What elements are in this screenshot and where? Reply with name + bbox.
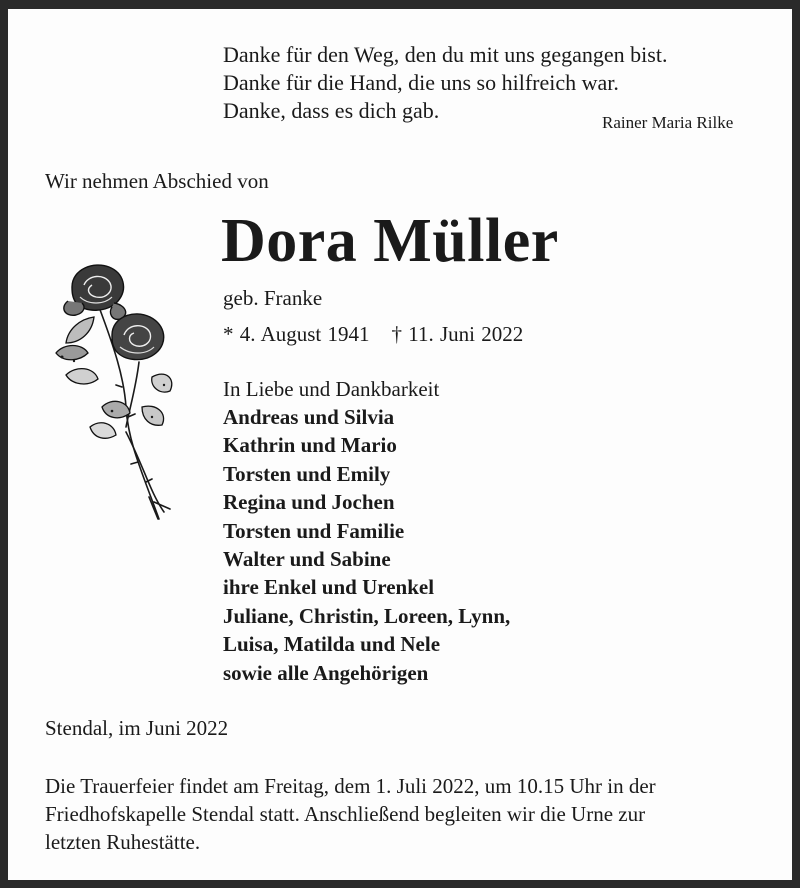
mourners-heading: In Liebe und Dankbarkeit	[223, 377, 440, 401]
poem-quote	[223, 41, 667, 125]
roses-icon	[54, 257, 184, 532]
mourner-line: sowie alle Angehörigen	[223, 660, 429, 685]
poem-line: Danke für die Hand, die uns so hilfreich war.	[223, 70, 619, 95]
mourner-line: Luisa, Matilda und Nele	[223, 632, 441, 657]
funeral-notice	[45, 772, 785, 856]
poem-line: Danke für den Weg, den du mit uns gegangen bist.	[223, 42, 668, 67]
place-date: Stendal, im Juni 2022	[45, 716, 229, 740]
mourner-line: Regina und Jochen	[223, 490, 395, 515]
birth-date: * 4. August 1941	[223, 322, 370, 346]
mourner-line: ihre Enkel und Urenkel	[223, 575, 435, 600]
notice-line: letzten Ruhestätte.	[45, 830, 201, 854]
notice-line: Die Trauerfeier findet am Freitag, dem 1. Juli 2022, um 10.15 Uhr in der	[45, 774, 656, 798]
mourner-line: Andreas und Silvia	[223, 405, 395, 429]
farewell-intro: Wir nehmen Abschied von	[45, 169, 269, 193]
mourners-list	[223, 403, 510, 687]
mourner-line: Torsten und Familie	[223, 518, 405, 543]
mourner-line: Juliane, Christin, Loreen, Lynn,	[223, 603, 511, 628]
life-dates	[223, 322, 523, 347]
notice-line: Friedhofskapelle Stendal statt. Anschließend begleiten wir die Urne zur	[45, 802, 646, 826]
mourner-line: Torsten und Emily	[223, 461, 391, 486]
poem-author: Rainer Maria Rilke	[602, 113, 734, 132]
maiden-name: geb. Franke	[223, 286, 323, 310]
death-date: † 11. Juni 2022	[391, 322, 524, 346]
mourner-line: Kathrin und Mario	[223, 433, 397, 458]
mourner-line: Walter und Sabine	[223, 546, 391, 571]
poem-line: Danke, dass es dich gab.	[223, 98, 440, 123]
deceased-name: Dora Müller	[221, 207, 559, 275]
